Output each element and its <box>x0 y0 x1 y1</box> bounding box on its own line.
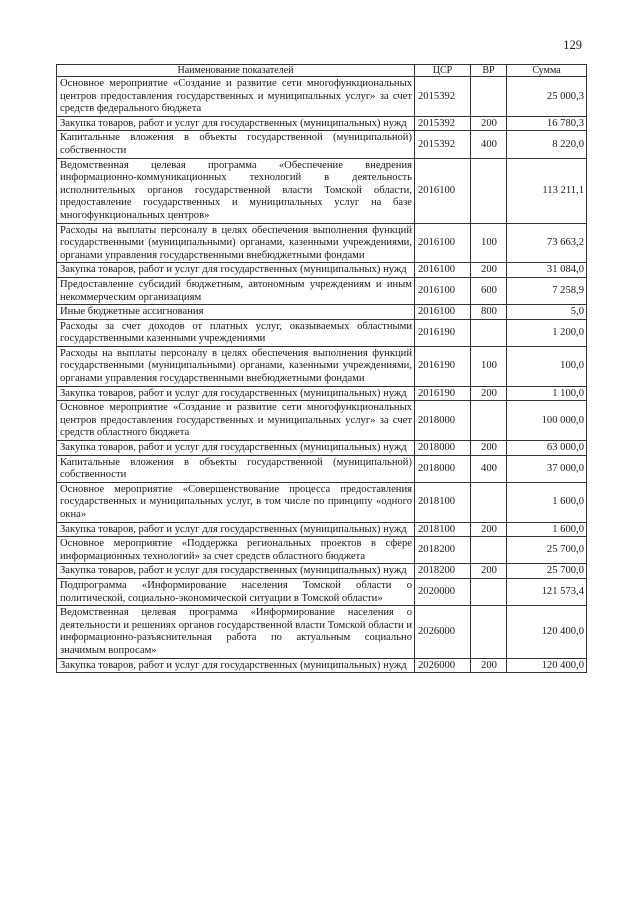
header-vr: ВР <box>471 65 507 77</box>
name-cell: Расходы на выплаты персоналу в целях обеспечения выполнения функций государственными (муниципальными) органами, казенными учреждениями, органами управления государственными внебюджетными фондами <box>57 223 415 263</box>
table-row <box>57 263 587 278</box>
name-cell: Подпрограмма «Информирование населения Томской области о политической, социально-экономической ситуации в Томской области» <box>57 578 415 605</box>
sum-cell: 1 100,0 <box>507 386 587 401</box>
sum-cell: 100,0 <box>507 346 587 386</box>
vr-cell: 800 <box>471 305 507 320</box>
csr-cell: 2016100 <box>415 305 471 320</box>
budget-table <box>56 64 587 673</box>
vr-cell <box>471 482 507 522</box>
csr-cell: 2018100 <box>415 482 471 522</box>
csr-cell: 2016190 <box>415 386 471 401</box>
name-cell: Основное мероприятие «Совершенствование процесса предоставления государственных и муниципальных услуг, в том числе по принципу «одного окна» <box>57 482 415 522</box>
table-row <box>57 131 587 158</box>
table-row <box>57 401 587 441</box>
header-sum: Сумма <box>507 65 587 77</box>
vr-cell: 200 <box>471 116 507 131</box>
table-row <box>57 223 587 263</box>
sum-cell: 37 000,0 <box>507 455 587 482</box>
table-row <box>57 482 587 522</box>
sum-cell: 16 780,3 <box>507 116 587 131</box>
sum-cell: 25 700,0 <box>507 564 587 579</box>
table-row <box>57 606 587 658</box>
name-cell: Закупка товаров, работ и услуг для государственных (муниципальных) нужд <box>57 658 415 673</box>
table-row <box>57 305 587 320</box>
name-cell: Закупка товаров, работ и услуг для государственных (муниципальных) нужд <box>57 522 415 537</box>
table-row <box>57 319 587 346</box>
header-name: Наименование показателей <box>57 65 415 77</box>
vr-cell <box>471 158 507 223</box>
sum-cell: 8 220,0 <box>507 131 587 158</box>
csr-cell: 2015392 <box>415 77 471 117</box>
table-row <box>57 116 587 131</box>
name-cell: Расходы за счет доходов от платных услуг, оказываемых областными государственными казенными учреждениями <box>57 319 415 346</box>
name-cell: Основное мероприятие «Поддержка региональных проектов в сфере информационных технологий» за счет средств областного бюджета <box>57 537 415 564</box>
name-cell: Закупка товаров, работ и услуг для государственных (муниципальных) нужд <box>57 564 415 579</box>
csr-cell: 2026000 <box>415 606 471 658</box>
name-cell: Закупка товаров, работ и услуг для государственных (муниципальных) нужд <box>57 386 415 401</box>
vr-cell <box>471 319 507 346</box>
table-row <box>57 564 587 579</box>
vr-cell: 200 <box>471 441 507 456</box>
table-row <box>57 277 587 304</box>
table-row <box>57 578 587 605</box>
name-cell: Предоставление субсидий бюджетным, автономным учреждениям и иным некоммерческим организациям <box>57 277 415 304</box>
sum-cell: 1 200,0 <box>507 319 587 346</box>
vr-cell: 100 <box>471 223 507 263</box>
csr-cell: 2018000 <box>415 455 471 482</box>
sum-cell: 120 400,0 <box>507 658 587 673</box>
name-cell: Ведомственная целевая программа «Обеспечение внедрения информационно-коммуникационных технологий в деятельность исполнительных органов государственной власти Томской области, предоставление государственных и муниципальных услуг на базе многофункциональных центров» <box>57 158 415 223</box>
vr-cell: 200 <box>471 263 507 278</box>
vr-cell: 600 <box>471 277 507 304</box>
sum-cell: 1 600,0 <box>507 482 587 522</box>
sum-cell: 121 573,4 <box>507 578 587 605</box>
sum-cell: 31 084,0 <box>507 263 587 278</box>
csr-cell: 2026000 <box>415 658 471 673</box>
name-cell: Основное мероприятие «Создание и развитие сети многофункциональных центров предоставления государственных и муниципальных услуг» за счет средств федерального бюджета <box>57 77 415 117</box>
name-cell: Расходы на выплаты персоналу в целях обеспечения выполнения функций государственными (муниципальными) органами, казенными учреждениями, органами управления государственными внебюджетными фондами <box>57 346 415 386</box>
csr-cell: 2015392 <box>415 131 471 158</box>
vr-cell: 200 <box>471 522 507 537</box>
sum-cell: 1 600,0 <box>507 522 587 537</box>
vr-cell: 400 <box>471 455 507 482</box>
table-row <box>57 658 587 673</box>
csr-cell: 2018000 <box>415 401 471 441</box>
page-number: 129 <box>563 38 582 52</box>
sum-cell: 25 700,0 <box>507 537 587 564</box>
name-cell: Ведомственная целевая программа «Информирование населения о деятельности и решениях органов государственной власти Томской области и информационно-разъяснительная работа по актуальным социально значимым вопросам» <box>57 606 415 658</box>
vr-cell <box>471 77 507 117</box>
vr-cell <box>471 537 507 564</box>
table-row <box>57 158 587 223</box>
table-row <box>57 522 587 537</box>
sum-cell: 25 000,3 <box>507 77 587 117</box>
vr-cell: 200 <box>471 658 507 673</box>
sum-cell: 100 000,0 <box>507 401 587 441</box>
name-cell: Закупка товаров, работ и услуг для государственных (муниципальных) нужд <box>57 263 415 278</box>
table-row <box>57 441 587 456</box>
csr-cell: 2016190 <box>415 319 471 346</box>
vr-cell: 200 <box>471 386 507 401</box>
vr-cell: 200 <box>471 564 507 579</box>
csr-cell: 2016100 <box>415 277 471 304</box>
csr-cell: 2020000 <box>415 578 471 605</box>
sum-cell: 120 400,0 <box>507 606 587 658</box>
sum-cell: 113 211,1 <box>507 158 587 223</box>
sum-cell: 73 663,2 <box>507 223 587 263</box>
vr-cell <box>471 401 507 441</box>
table-row <box>57 537 587 564</box>
table-header-row <box>57 65 587 77</box>
name-cell: Иные бюджетные ассигнования <box>57 305 415 320</box>
name-cell: Закупка товаров, работ и услуг для государственных (муниципальных) нужд <box>57 116 415 131</box>
csr-cell: 2016190 <box>415 346 471 386</box>
name-cell: Капитальные вложения в объекты государственной (муниципальной) собственности <box>57 131 415 158</box>
table-row <box>57 346 587 386</box>
name-cell: Основное мероприятие «Создание и развитие сети многофункциональных центров предоставления государственных и муниципальных услуг» за счет средств областного бюджета <box>57 401 415 441</box>
name-cell: Закупка товаров, работ и услуг для государственных (муниципальных) нужд <box>57 441 415 456</box>
csr-cell: 2016100 <box>415 158 471 223</box>
csr-cell: 2018000 <box>415 441 471 456</box>
csr-cell: 2018200 <box>415 537 471 564</box>
sum-cell: 7 258,9 <box>507 277 587 304</box>
vr-cell <box>471 578 507 605</box>
sum-cell: 5,0 <box>507 305 587 320</box>
vr-cell <box>471 606 507 658</box>
name-cell: Капитальные вложения в объекты государственной (муниципальной) собственности <box>57 455 415 482</box>
csr-cell: 2016100 <box>415 223 471 263</box>
csr-cell: 2016100 <box>415 263 471 278</box>
csr-cell: 2015392 <box>415 116 471 131</box>
vr-cell: 100 <box>471 346 507 386</box>
header-csr: ЦСР <box>415 65 471 77</box>
table-row <box>57 455 587 482</box>
csr-cell: 2018200 <box>415 564 471 579</box>
table-row <box>57 386 587 401</box>
vr-cell: 400 <box>471 131 507 158</box>
csr-cell: 2018100 <box>415 522 471 537</box>
sum-cell: 63 000,0 <box>507 441 587 456</box>
table-row <box>57 77 587 117</box>
